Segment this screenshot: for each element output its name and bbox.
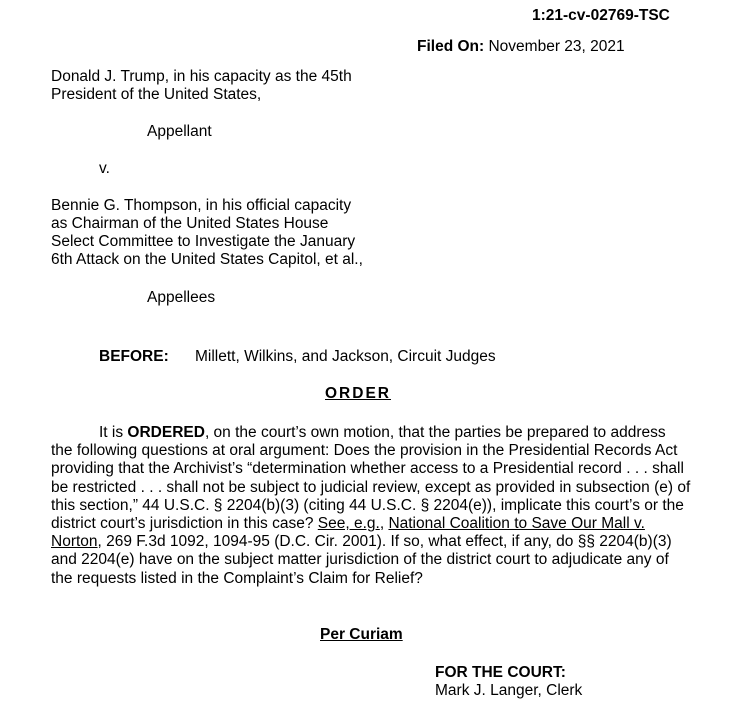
versus: v.: [99, 160, 110, 177]
order-paragraph: [51, 424, 691, 588]
clerk-name: Mark J. Langer, Clerk: [435, 682, 583, 699]
appellant-line-1: Donald J. Trump, in his capacity as the 45th: [51, 68, 352, 85]
order-text-part-1: , on the court’s own motion, that the parties be prepared to address the following questions at oral argument: Does the provision in the Presidential Records Act providing that the Archivist’s “determination whether access to a Presidential record . . . shall be restricted . . . shall not be subject to judicial review, except as provided in subsection (e) of this section,” 44 U.S.C. § 2204(b)(3) (citing 44 U.S.C. § 2204(e)), implicate this court’s or the district court’s jurisdiction in this case?: [51, 424, 691, 533]
case-number: 1:21-cv-02769-TSC: [532, 7, 670, 24]
appellant-role: Appellant: [147, 123, 212, 140]
order-title: ORDER: [325, 385, 391, 402]
for-the-court: FOR THE COURT:: [435, 664, 566, 681]
appellant-line-2: President of the United States,: [51, 86, 262, 103]
appellees-line-2: as Chairman of the United States House: [51, 215, 329, 232]
appellees-line-4: 6th Attack on the United States Capitol, et al.,: [51, 251, 363, 268]
order-intro: It is: [99, 424, 128, 441]
filed-on-line: [417, 38, 625, 56]
filed-on-date: November 23, 2021: [488, 38, 625, 55]
citation-signal: See, e.g.: [317, 515, 380, 533]
order-text-part-2: , 269 F.3d 1092, 1094-95 (D.C. Cir. 2001). If so, what effect, if any, do §§ 2204(b)(3) and 2204(e) have on the subject matter jurisdiction of the district court to adjudicate any of the requests listed in the Complaint’s Claim for Relief?: [51, 533, 672, 587]
appellees-block: [51, 197, 363, 269]
appellees-line-1: Bennie G. Thompson, in his official capacity: [51, 197, 352, 214]
appellees-role: Appellees: [147, 289, 216, 306]
before-label: BEFORE:: [99, 348, 169, 365]
order-ordered-word: ORDERED: [127, 424, 205, 441]
appellees-line-3: Select Committee to Investigate the January: [51, 233, 356, 250]
appellant-block: [51, 68, 352, 104]
before-judges: Millett, Wilkins, and Jackson, Circuit Judges: [195, 348, 496, 365]
citation-case-name: National Coalition to Save Our Mall v. Norton: [51, 515, 645, 551]
per-curiam: Per Curiam: [320, 626, 403, 643]
citation-comma: ,: [379, 515, 389, 533]
filed-on-label: Filed On:: [417, 38, 485, 55]
